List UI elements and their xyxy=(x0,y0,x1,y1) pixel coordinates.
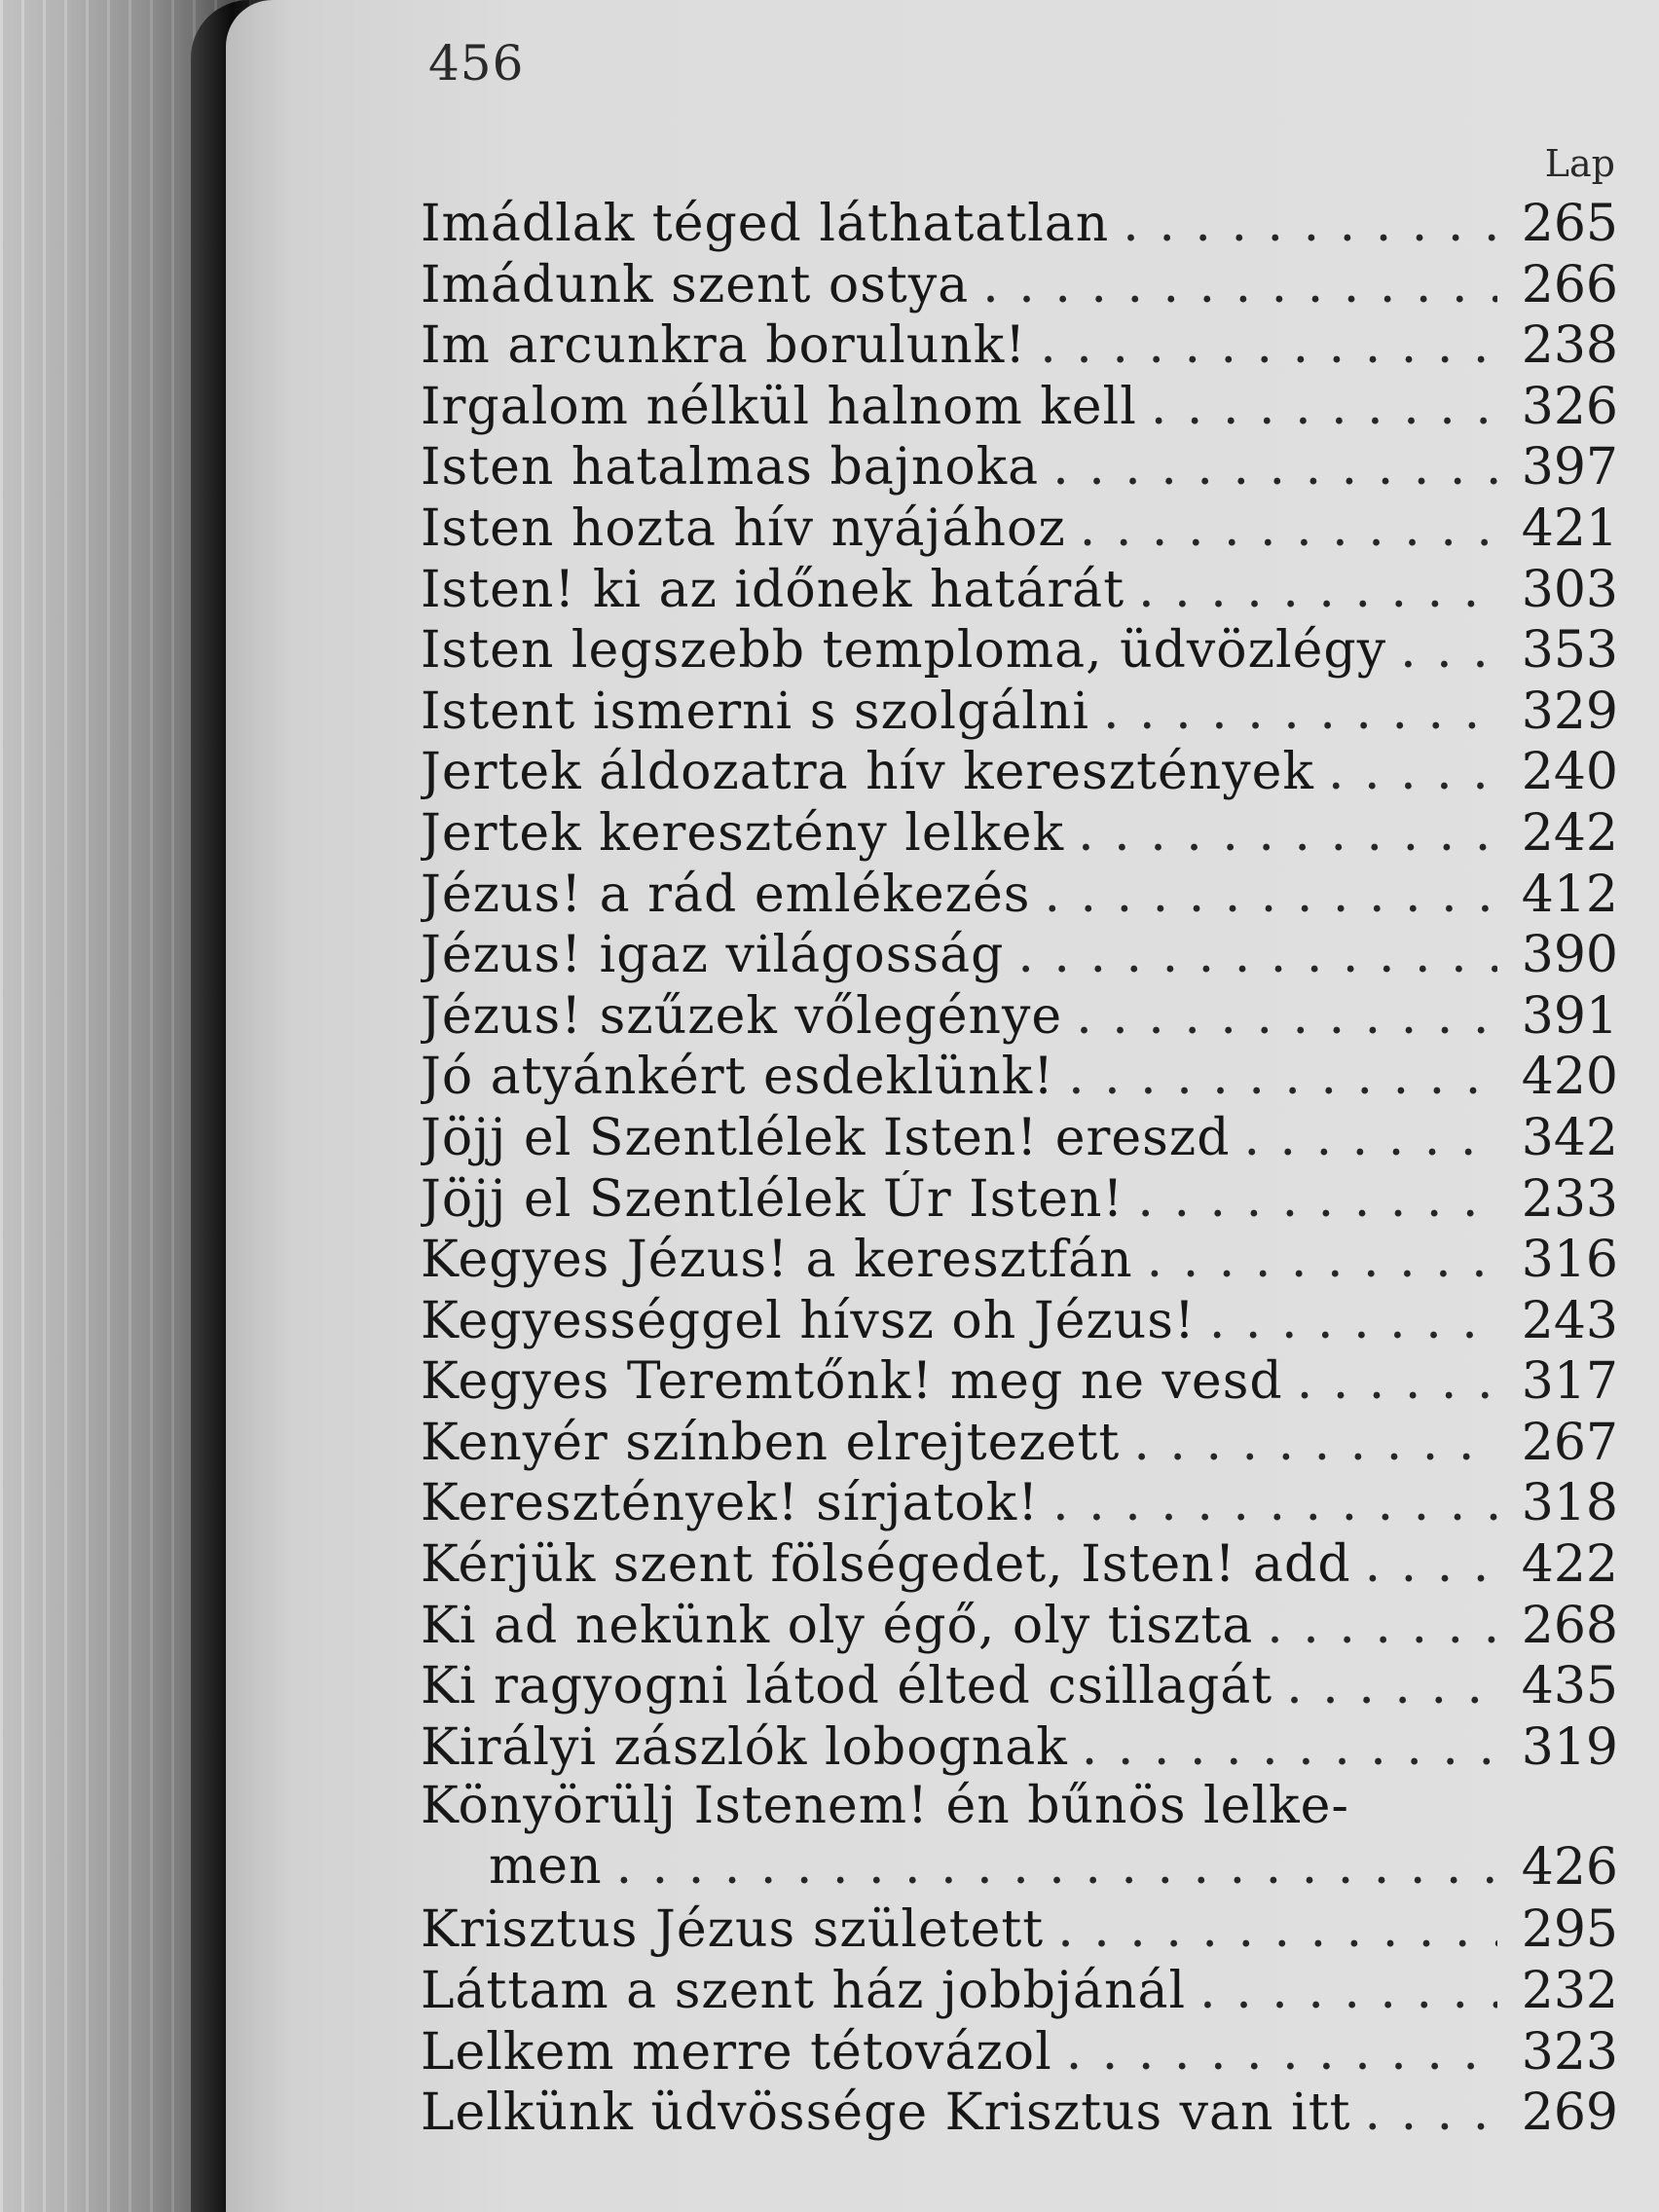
entry-title: Láttam a szent ház jobbjánál xyxy=(421,1962,1187,2021)
entry-title-wrap xyxy=(421,2083,1497,2142)
page-number: 456 xyxy=(428,35,525,92)
entry-title: Isten! ki az időnek határát xyxy=(421,560,1125,619)
entry-page-number: 243 xyxy=(1521,1291,1618,1350)
index-entry xyxy=(421,316,1618,378)
entry-page-number: 426 xyxy=(1521,1838,1618,1898)
entry-page-number: 391 xyxy=(1521,986,1618,1046)
entry-title-wrap xyxy=(421,866,1497,924)
entry-page-number: 232 xyxy=(1521,1962,1618,2021)
entry-title: Im arcunkra borulunk! xyxy=(421,316,1027,376)
index-entry xyxy=(421,1474,1618,1535)
entry-title: Irgalom nélkül halnom kell xyxy=(421,377,1137,436)
index-list xyxy=(421,195,1618,2145)
entry-title: Kegyességgel hívsz oh Jézus! xyxy=(421,1291,1196,1350)
index-entry xyxy=(421,1352,1618,1414)
entry-page-number: 390 xyxy=(1521,926,1618,985)
index-entry xyxy=(421,1414,1618,1475)
entry-title-wrap xyxy=(421,1962,1497,2020)
entry-page-number: 342 xyxy=(1521,1108,1618,1167)
entry-title: Isten legszebb temploma, üdvözlégy xyxy=(421,621,1387,681)
entry-title-wrap xyxy=(421,1231,1497,1289)
index-entry xyxy=(421,1962,1618,2023)
entry-title: Jertek keresztény lelkek xyxy=(421,803,1065,863)
entry-page-number: 238 xyxy=(1521,316,1618,376)
index-entry xyxy=(421,1900,1618,1962)
index-entry xyxy=(421,499,1618,561)
entry-page-number: 318 xyxy=(1521,1474,1618,1533)
index-entry xyxy=(421,2023,1618,2084)
index-entry xyxy=(421,866,1618,927)
entry-title-wrap xyxy=(421,1597,1497,1655)
entry-page-number: 329 xyxy=(1521,682,1618,741)
entry-title-wrap xyxy=(421,1048,1497,1106)
entry-page-number: 412 xyxy=(1521,865,1618,924)
entry-page-number: 317 xyxy=(1521,1352,1618,1412)
entry-title-wrap xyxy=(421,1779,1497,1897)
entry-page-number: 323 xyxy=(1521,2022,1618,2082)
entry-title: Imádunk szent ostya xyxy=(421,255,970,314)
index-entry xyxy=(421,561,1618,622)
index-entry xyxy=(421,682,1618,744)
entry-title-wrap xyxy=(421,1292,1497,1350)
entry-page-number: 420 xyxy=(1521,1048,1618,1107)
entry-title-wrap xyxy=(421,621,1497,680)
entry-title-wrap xyxy=(421,1352,1497,1411)
entry-title: Lelkünk üdvössége Krisztus van itt xyxy=(421,2083,1351,2143)
entry-title: Isten hozta hív nyájához xyxy=(421,498,1066,558)
entry-page-number: 422 xyxy=(1521,1535,1618,1595)
entry-title-wrap xyxy=(421,1474,1497,1532)
entry-title: Jó atyánkért esdeklünk! xyxy=(421,1048,1055,1107)
entry-title: Keresztények! sírjatok! xyxy=(421,1474,1040,1533)
index-entry xyxy=(421,1109,1618,1170)
index-entry xyxy=(421,1718,1618,1780)
entry-title-wrap xyxy=(421,1900,1497,1959)
index-entry xyxy=(421,378,1618,439)
index-entry xyxy=(421,804,1618,866)
entry-title-wrap xyxy=(421,195,1497,253)
entry-title: Királyi zászlók lobognak xyxy=(421,1717,1068,1777)
entry-title-wrap xyxy=(421,1718,1497,1777)
entry-title: Jézus! szűzek vőlegénye xyxy=(421,986,1063,1046)
entry-page-number: 326 xyxy=(1521,377,1618,436)
entry-page-number: 397 xyxy=(1521,438,1618,498)
entry-title-wrap xyxy=(421,1170,1497,1229)
entry-title: Kegyes Teremtőnk! meg ne vesd xyxy=(421,1352,1283,1412)
entry-title: Istent ismerni s szolgálni xyxy=(421,682,1089,741)
entry-title-wrap xyxy=(421,1109,1497,1167)
entry-page-number: 316 xyxy=(1521,1231,1618,1290)
entry-title: Jézus! a rád emlékezés xyxy=(421,865,1031,924)
entry-page-number: 319 xyxy=(1521,1717,1618,1777)
entry-title: Lelkem merre tétovázol xyxy=(421,2022,1052,2082)
entry-page-number: 303 xyxy=(1521,560,1618,619)
entry-title-wrap xyxy=(421,987,1497,1046)
index-entry xyxy=(421,1170,1618,1232)
index-entry xyxy=(421,926,1618,987)
entry-title: Krisztus Jézus született xyxy=(421,1900,1045,1960)
index-entry xyxy=(421,1597,1618,1658)
entry-title-wrap xyxy=(421,743,1497,801)
index-entry xyxy=(421,2083,1618,2145)
entry-page-number: 233 xyxy=(1521,1169,1618,1229)
entry-title: Jöjj el Szentlélek Isten! ereszd xyxy=(421,1108,1231,1167)
entry-title-wrap xyxy=(421,1657,1497,1715)
index-entry xyxy=(421,987,1618,1049)
entry-page-number: 353 xyxy=(1521,621,1618,681)
entry-title-continuation-line xyxy=(421,1836,1497,1897)
entry-title-wrap xyxy=(421,1414,1497,1472)
entry-title: Ki ragyogni látod élted csillagát xyxy=(421,1657,1273,1716)
entry-title-wrap xyxy=(421,438,1497,497)
entry-page-number: 269 xyxy=(1521,2083,1618,2143)
entry-title-wrap xyxy=(421,804,1497,863)
entry-title-wrap xyxy=(421,316,1497,375)
entry-title: Könyörülj Istenem! én bűnös lelke- xyxy=(421,1779,1349,1836)
entry-title-wrap xyxy=(421,682,1497,741)
entry-title-wrap xyxy=(421,2023,1497,2082)
entry-title: Jézus! igaz világosság xyxy=(421,926,1005,985)
entry-page-number: 268 xyxy=(1521,1596,1618,1655)
entry-title: Ki ad nekünk oly égő, oly tiszta xyxy=(421,1596,1254,1655)
entry-title-wrap xyxy=(421,926,1497,984)
entry-title: Jertek áldozatra hív keresztények xyxy=(421,743,1314,802)
index-entry xyxy=(421,1231,1618,1292)
entry-title: Jöjj el Szentlélek Úr Isten! xyxy=(421,1169,1124,1229)
index-entry xyxy=(421,256,1618,317)
entry-title: Imádlak téged láthatatlan xyxy=(421,195,1110,253)
index-entry xyxy=(421,1657,1618,1718)
index-entry xyxy=(421,1292,1618,1353)
index-entry xyxy=(421,743,1618,804)
index-entry xyxy=(421,621,1618,682)
index-entry xyxy=(421,438,1618,499)
entry-title: Kegyes Jézus! a keresztfán xyxy=(421,1231,1133,1290)
index-entry xyxy=(421,195,1618,256)
entry-title: Kérjük szent fölségedet, Isten! add xyxy=(421,1535,1351,1595)
entry-title-wrap xyxy=(421,561,1497,619)
entry-title: Kenyér színben elrejtezett xyxy=(421,1413,1121,1472)
entry-page-number: 267 xyxy=(1521,1413,1618,1472)
entry-title: Isten hatalmas bajnoka xyxy=(421,438,1040,498)
entry-page-number: 435 xyxy=(1521,1657,1618,1716)
index-entry xyxy=(421,1048,1618,1109)
index-entry xyxy=(421,1779,1618,1900)
page-column-header: Lap xyxy=(1544,142,1615,185)
entry-title-continuation: men xyxy=(489,1837,603,1897)
entry-page-number: 421 xyxy=(1521,498,1618,558)
entry-page-number: 240 xyxy=(1521,743,1618,802)
entry-title-wrap xyxy=(421,378,1497,436)
entry-title-wrap xyxy=(421,499,1497,558)
entry-page-number: 266 xyxy=(1521,255,1618,314)
entry-page-number: 295 xyxy=(1521,1900,1618,1960)
entry-title-wrap xyxy=(421,256,1497,314)
index-entry xyxy=(421,1535,1618,1597)
entry-page-number: 242 xyxy=(1521,803,1618,863)
entry-page-number: 265 xyxy=(1521,195,1618,253)
entry-title-wrap xyxy=(421,1535,1497,1594)
